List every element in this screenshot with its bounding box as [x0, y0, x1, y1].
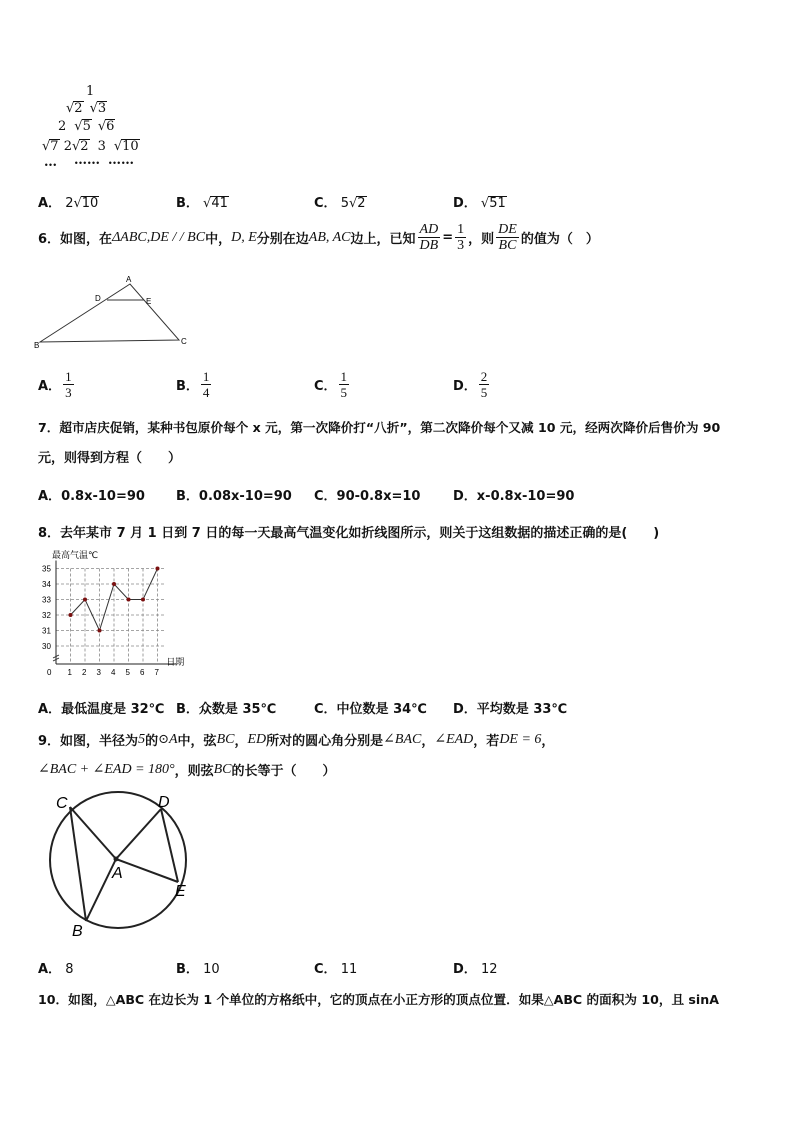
q6-option-b[interactable]: B． $\frac{1}{4}$ [176, 369, 210, 400]
q6-option-a[interactable]: A． $\frac{1}{3}$ [38, 369, 72, 400]
q6-option-c[interactable]: C． $\frac{1}{5}$ [314, 369, 348, 400]
q9-option-a[interactable]: A． 8 [38, 962, 74, 977]
q9-label-a: A [112, 865, 123, 882]
y-tick-label: 34 [42, 580, 51, 589]
y-axis-label: 最高气温℃ [52, 550, 99, 560]
q8-option-b[interactable]: B．众数是 35℃ [176, 702, 277, 717]
data-point [112, 582, 116, 586]
q5-option-a[interactable]: A． 2√10 [38, 196, 99, 211]
q5-option-c[interactable]: C． 5√2 [314, 196, 366, 211]
q7-stem-line2: 元，则得到方程（ ） [38, 451, 182, 466]
q8-option-d[interactable]: D．平均数是 33℃ [453, 702, 568, 717]
data-point [83, 598, 87, 602]
q6-label-b: B [34, 341, 40, 350]
q6-stem: 6． 如图，在 ΔABC , DE / / BC 中， D, E 分别在边 AB, AC 边上，已知 $\frac{AD}{DB}$ = $\frac{1}{3}$ ，则 $\frac{DE}{BC}$ 的值为（ ） [38, 222, 599, 253]
q9-stem-line1: 9． 如图，半径为 5 的 ⊙ A 中，弦 BC ， ED 所对的圆心角分别是 ∠BAC ， ∠EAD ，若 DE = 6 ， [38, 731, 555, 749]
triangle-row3: 2 √5 √6 [58, 119, 115, 134]
q9-label-b: B [72, 923, 83, 940]
q9-label-c: C [56, 795, 68, 812]
q6-label-a: A [126, 275, 132, 284]
x-tick-label: 5 [125, 668, 130, 677]
y-tick-label: 32 [42, 611, 51, 620]
q5-option-b[interactable]: B． √41 [176, 196, 228, 211]
x-tick-label: 2 [82, 668, 87, 677]
q9-circle-figure [40, 790, 200, 940]
q6-triangle-figure [34, 272, 204, 352]
triangle-row2: √2 √3 [66, 101, 107, 116]
q10-stem: 10．如图，△ABC 在边长为 1 个单位的方格纸中，它的顶点在小正方形的顶点位置．如果△ABC 的面积为 10，且 sinA [38, 992, 719, 1007]
q7-option-d[interactable]: D．x-0.8x-10=90 [453, 489, 575, 504]
x-tick-label: 3 [96, 668, 101, 677]
triangle-dots-1: … [44, 155, 57, 170]
q7-option-a[interactable]: A．0.8x-10=90 [38, 489, 145, 504]
q8-option-c[interactable]: C．中位数是 34℃ [314, 702, 427, 717]
x-tick-label: 7 [154, 668, 159, 677]
q9-label-d: D [158, 794, 170, 811]
x-tick-label: 1 [67, 668, 72, 677]
q8-option-a[interactable]: A．最低温度是 32℃ [38, 702, 165, 717]
triangle-dots-3: …… [108, 153, 134, 168]
q8-stem: 8．去年某市 7 月 1 日到 7 日的每一天最高气温变化如折线图所示，则关于这组数据的描述正确的是( ) [38, 526, 660, 541]
q7-stem-line1: 7．超市店庆促销，某种书包原价每个 x 元，第一次降价打“八折”，第二次降价每个又减 10 元，经两次降价后售价为 90 [38, 420, 721, 435]
data-point [69, 613, 73, 617]
q9-label-e: E [175, 883, 186, 900]
y-tick-label: 31 [42, 626, 51, 636]
data-point [98, 629, 102, 633]
q9-option-b[interactable]: B． 10 [176, 962, 220, 977]
q6-label-d: D [95, 294, 101, 303]
q7-option-c[interactable]: C．90-0.8x=10 [314, 489, 421, 504]
y-tick-label: 33 [42, 595, 51, 605]
temperature-line-chart [34, 548, 204, 680]
data-point [156, 567, 160, 571]
q9-option-d[interactable]: D． 12 [453, 962, 498, 977]
y-tick-label: 35 [42, 564, 51, 574]
triangle-row4: √7 2√2 3 √10 [42, 139, 139, 154]
q7-option-b[interactable]: B．0.08x-10=90 [176, 489, 292, 504]
q5-option-d[interactable]: D． √51 [453, 196, 506, 211]
x-tick-label: 6 [140, 668, 145, 677]
q6-label-e: E [146, 297, 152, 306]
q9-option-c[interactable]: C． 11 [314, 962, 358, 977]
y-tick-label: 30 [42, 642, 51, 651]
q6-option-d[interactable]: D． $\frac{2}{5}$ [453, 369, 488, 400]
data-point [127, 598, 131, 602]
x-tick-label: 0 [47, 668, 52, 677]
x-axis-label: 日期 [166, 657, 185, 667]
q6-label-c: C [181, 337, 187, 346]
triangle-row1: 1 [86, 84, 95, 99]
data-point [141, 598, 145, 602]
x-tick-label: 4 [111, 668, 116, 677]
q9-stem-line2: ∠BAC + ∠EAD = 180° ，则弦 BC 的长等于（ ） [38, 761, 336, 779]
triangle-dots-2: …… [74, 153, 100, 168]
